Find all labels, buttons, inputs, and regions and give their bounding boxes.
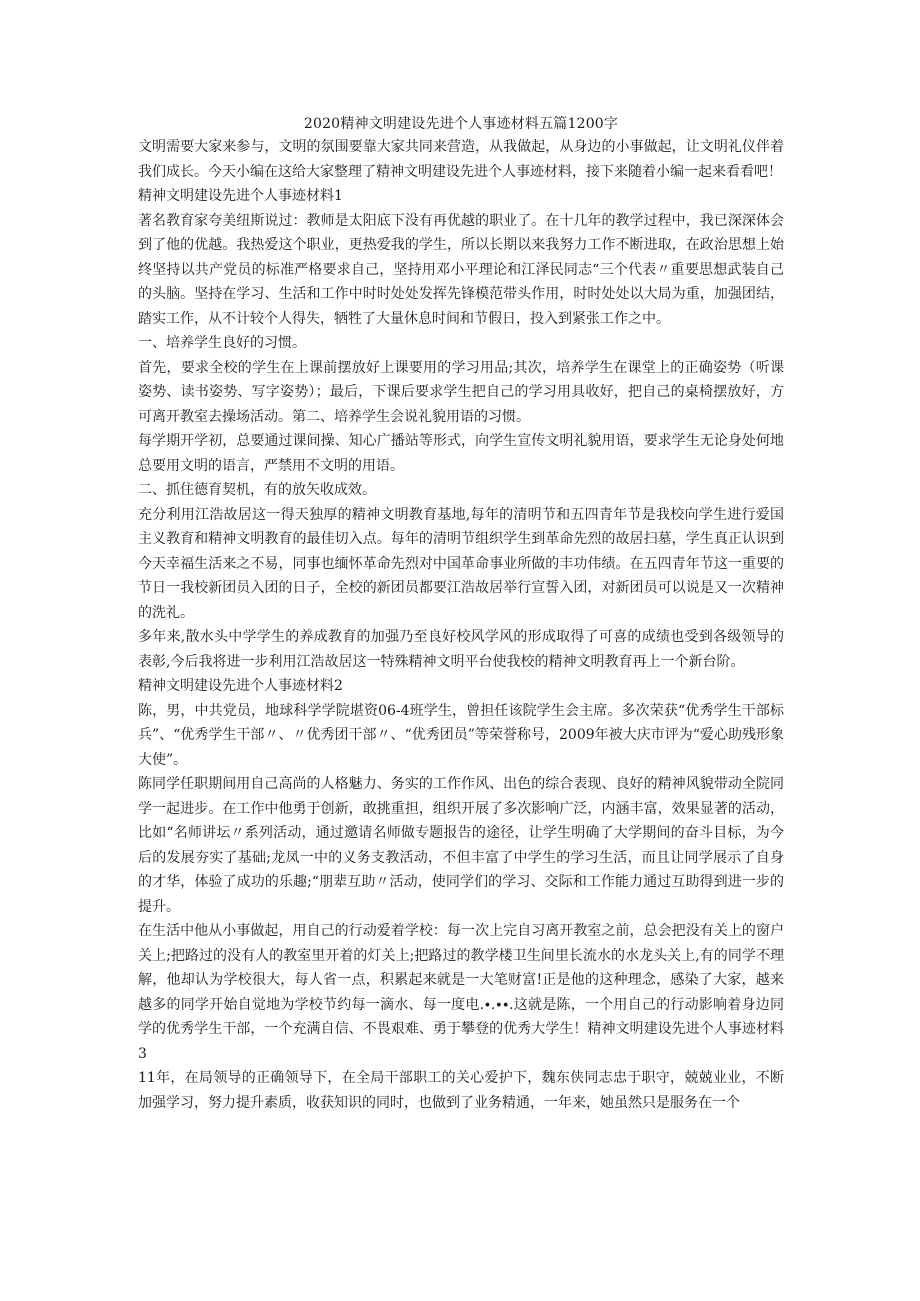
paragraph: 陈同学任职期间用自己高尚的人格魅力、务实的工作作风、出色的综合表现、良好的精神风貌带动全院同学一起进步。在工作中他勇于创新，敢挑重担，组织开展了多次影响广泛，内涵丰富，效果显著的活动，比如“名师讲坛〃系列活动，通过邀请名师做专题报告的途径，让学生明确了大学期间的奋斗目标，为今后的发展夯实了基础;龙凤一中的义务支教活动，不但丰富了中学生的学习生活，而且让同学展示了自身的才华，体验了成功的乐趣;“朋辈互助〃活动，使同学们的学习、交际和工作能力通过互助得到进一步的提升。 (138, 776, 784, 915)
paragraph: 首先，要求全校的学生在上课前摆放好上课要用的学习用品;其次，培养学生在课堂上的正确姿势（听课姿势、读书姿势、写字姿势）；最后，下课后要求学生把自己的学习用具收好，把自己的桌椅摆放好，方可离开教室去操场活动。第二、培养学生会说礼貌用语的习惯。 (138, 359, 784, 425)
section-heading-2: 精神文明建设先进个人事迹材料2 (138, 678, 343, 694)
intro-paragraph: 文明需要大家来参与，文明的氛围要靠大家共同来营造，从我做起，从身边的小事做起，让文明礼仪伴着我们成长。今天小编在这给大家整理了精神文明建设先进个人事迹材料，接下来随着小编一起来看看吧！ (138, 139, 784, 180)
subheading: 二、抓住德育契机，有的放矢收成效。 (138, 482, 376, 498)
paragraph: 每学期开学初，总要通过课间操、知心广播站等形式，向学生宣传文明礼貌用语，要求学生无论身处何地总要用文明的语言，严禁用不文明的用语。 (138, 433, 784, 474)
paragraph: 著名教育家夸美纽斯说过：教师是太阳底下没有再优越的职业了。在十几年的教学过程中，我已深深体会到了他的优越。我热爱这个职业，更热爱我的学生，所以长期以来我努力工作不断进取，在政治思想上始终坚持以共产党员的标准严格要求自己，坚持用邓小平理论和江泽民同志“三个代表〃重要思想武装自己的头脑。坚持在学习、生活和工作中时时处处发挥先锋模范带头作用，时时处处以大局为重，加强团结，踏实工作，从不计较个人得失，牺牲了大量休息时间和节假日，投入到紧张工作之中。 (138, 212, 784, 327)
document-title: 2020精神文明建设先进个人事迹材料五篇1200字 (303, 116, 619, 132)
paragraph: 陈，男，中共党员，地球科学学院堪资06-4班学生，曾担任该院学生会主席。多次荣获“优秀学生干部标兵”、“优秀学生干部〃、〃优秀团干部〃、“优秀团员”等荣誉称号，2009年被大庆市评为“爱心助残形象大使”。 (138, 702, 784, 768)
paragraph: 在生活中他从小事做起，用自己的行动爱着学校：每一次上完自习离开教室之前，总会把没有关上的窗户关上;把路过的没有人的教室里开着的灯关上;把路过的教学楼卫生间里长流水的水龙头关上,有的同学不理解，他却认为学校很大，每人省一点，积累起来就是一大笔财富!正是他的这种理念，感染了大家，越来越多的同学开始自觉地为学校节约每一滴水、每一度电.∙.∙∙.这就是陈，一个用自己的行动影响着身边同学的优秀学生干部，一个充满自信、不畏艰难、勇于攀登的优秀大学生！精神文明建设先进个人事迹材料3 (138, 923, 784, 1062)
subheading: 一、培养学生良好的习惯。 (138, 335, 306, 351)
paragraph: 11年，在局领导的正确领导下，在全局干部职工的关心爱护下，魏东侠同志忠于职守，兢兢业业，不断加强学习，努力提升素质，收获知识的同时，也做到了业务精通，一年来，她虽然只是服务在一个 (138, 1070, 784, 1111)
section-heading-1: 精神文明建设先进个人事迹材料1 (138, 188, 343, 204)
document-page (138, 113, 784, 1293)
paragraph: 充分利用江浩故居这一得天独厚的精神文明教育基地,每年的清明节和五四青年节是我校向学生进行爱国主义教育和精神文明教育的最佳切入点。每年的清明节组织学生到革命先烈的故居扫墓，学生真正认识到今天幸福生活来之不易，同事也缅怀革命先烈对中国革命事业所做的丰功伟绩。在五四青年节这一重要的节日一我校新团员入团的日子，全校的新团员都要江浩故居举行宣誓入团，对新团员可以说是又一次精神的洗礼。 (138, 506, 784, 621)
paragraph: 多年来,散水头中学学生的养成教育的加强乃至良好校风学风的形成取得了可喜的成绩也受到各级领导的表彰,今后我将进一步利用江浩故居这一特殊精神文明平台使我校的精神文明教育再上一个新台阶。 (138, 629, 784, 670)
